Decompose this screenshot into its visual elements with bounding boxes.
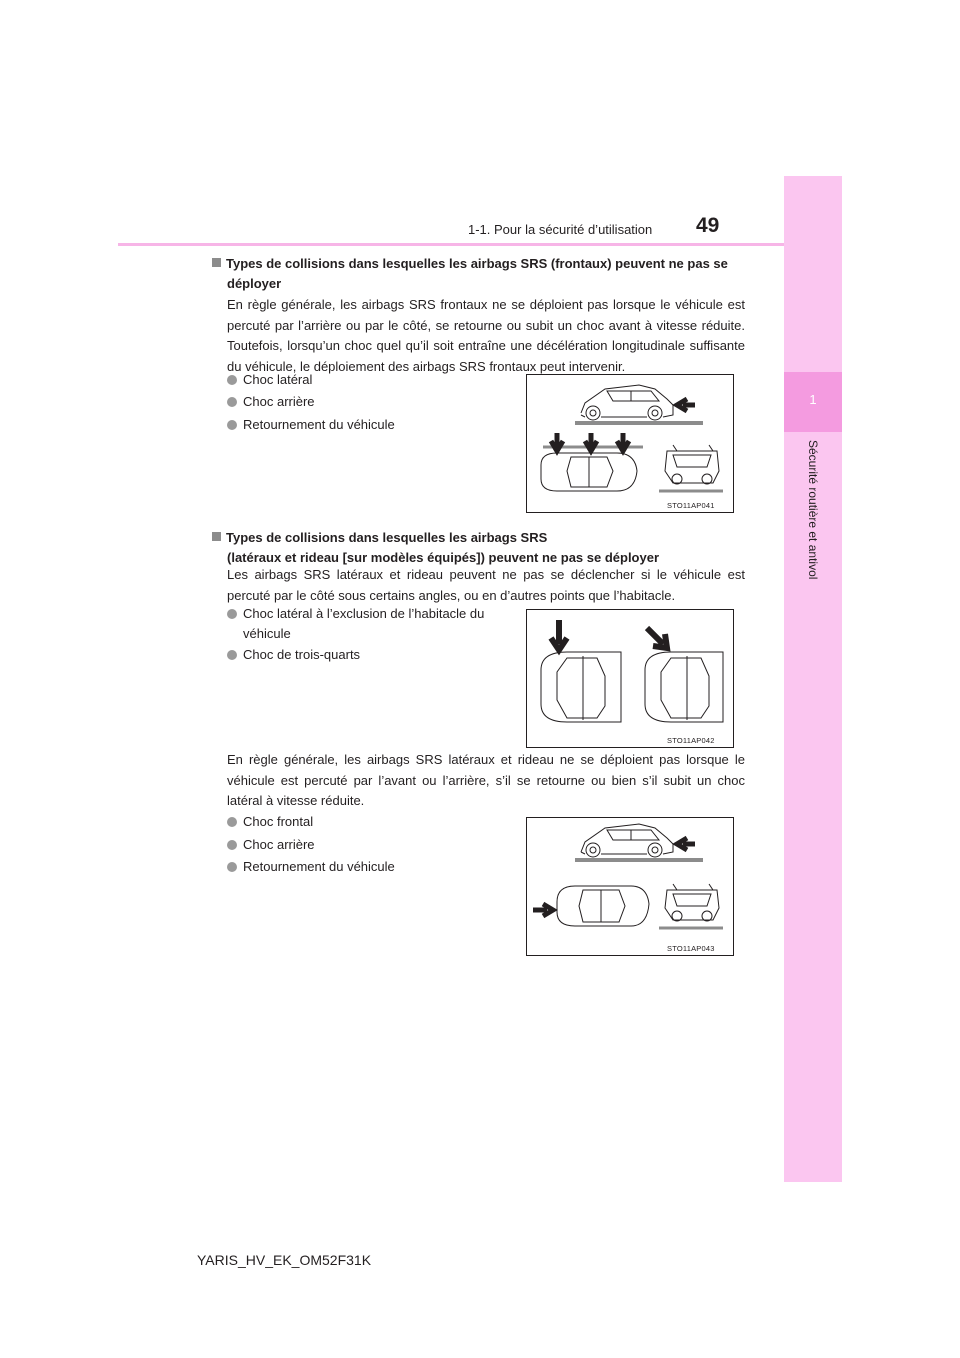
section1-bullet-3: Retournement du véhicule bbox=[227, 415, 395, 435]
figure-collisions-no-side-airbags bbox=[526, 817, 734, 956]
section1-paragraph: En règle générale, les airbags SRS frontaux ne se déploient pas lorsque le véhicule est percuté par l’arrière ou par le côté, se retourne ou subit un choc avant à vitesse réduite. Toutefois, lorsqu’un choc quel qu’il soit entraîne une décélération longitudinale suffisante du véhicule, le déploiement des airbags SRS frontaux peut intervenir. bbox=[227, 297, 745, 374]
section2-bullet-3: Choc frontal bbox=[227, 812, 313, 832]
figure-2-illustration bbox=[527, 610, 733, 747]
section1-bullet-2: Choc arrière bbox=[227, 392, 315, 412]
section1-bullet-1: Choc latéral bbox=[227, 370, 312, 390]
figure-1-code: STO11AP041 bbox=[667, 501, 715, 510]
bullet-icon bbox=[227, 397, 237, 407]
chapter-side-tab bbox=[784, 176, 842, 1182]
bullet-icon bbox=[227, 609, 237, 619]
section2-bullet-1: Choc latéral à l’exclusion de l’habitacle du véhicule bbox=[227, 604, 497, 644]
section1-heading: Types de collisions dans lesquelles les airbags SRS (frontaux) peuvent ne pas se déployer bbox=[212, 254, 752, 294]
section-title: 1-1. Pour la sécurité d’utilisation bbox=[468, 222, 653, 237]
bullet-icon bbox=[227, 650, 237, 660]
heading-square-icon bbox=[212, 532, 221, 541]
figure-2-code: STO11AP042 bbox=[667, 736, 715, 745]
document-code: YARIS_HV_EK_OM52F31K bbox=[197, 1252, 372, 1268]
section2-bullet-4: Choc arrière bbox=[227, 835, 315, 855]
bullet-icon bbox=[227, 420, 237, 430]
figure-3-code: STO11AP043 bbox=[667, 944, 715, 953]
section2-paragraph-2: En règle générale, les airbags SRS latéraux et rideau ne se déploient pas lorsque le véhicule est percuté par l’avant ou l’arrière, s’il se retourne ou bien s’il subit un choc latéral à vitesse réduite. bbox=[227, 752, 745, 808]
header-rule bbox=[118, 243, 784, 246]
heading-square-icon bbox=[212, 258, 221, 267]
figure-collisions-side-airbags bbox=[526, 609, 734, 748]
bullet-icon bbox=[227, 817, 237, 827]
section2-heading: Types de collisions dans lesquelles les airbags SRS (latéraux et rideau [sur modèles équipés]) peuvent ne pas se déployer bbox=[212, 528, 752, 568]
page-number: 49 bbox=[696, 214, 720, 237]
section2-bullet-2: Choc de trois-quarts bbox=[227, 645, 360, 665]
chapter-number: 1 bbox=[809, 392, 817, 407]
section2-paragraph: Les airbags SRS latéraux et rideau peuvent ne pas se déclencher si le véhicule est percuté par le côté sous certains angles, ou en d’autres points que l’habitacle. bbox=[227, 567, 745, 603]
bullet-icon bbox=[227, 862, 237, 872]
bullet-icon bbox=[227, 375, 237, 385]
chapter-title: Sécurité routière et antivol bbox=[806, 440, 820, 580]
bullet-icon bbox=[227, 840, 237, 850]
section2-bullet-5: Retournement du véhicule bbox=[227, 857, 395, 877]
figure-1-illustration bbox=[527, 375, 733, 512]
figure-collisions-frontal-airbags bbox=[526, 374, 734, 513]
figure-3-illustration bbox=[527, 818, 733, 955]
